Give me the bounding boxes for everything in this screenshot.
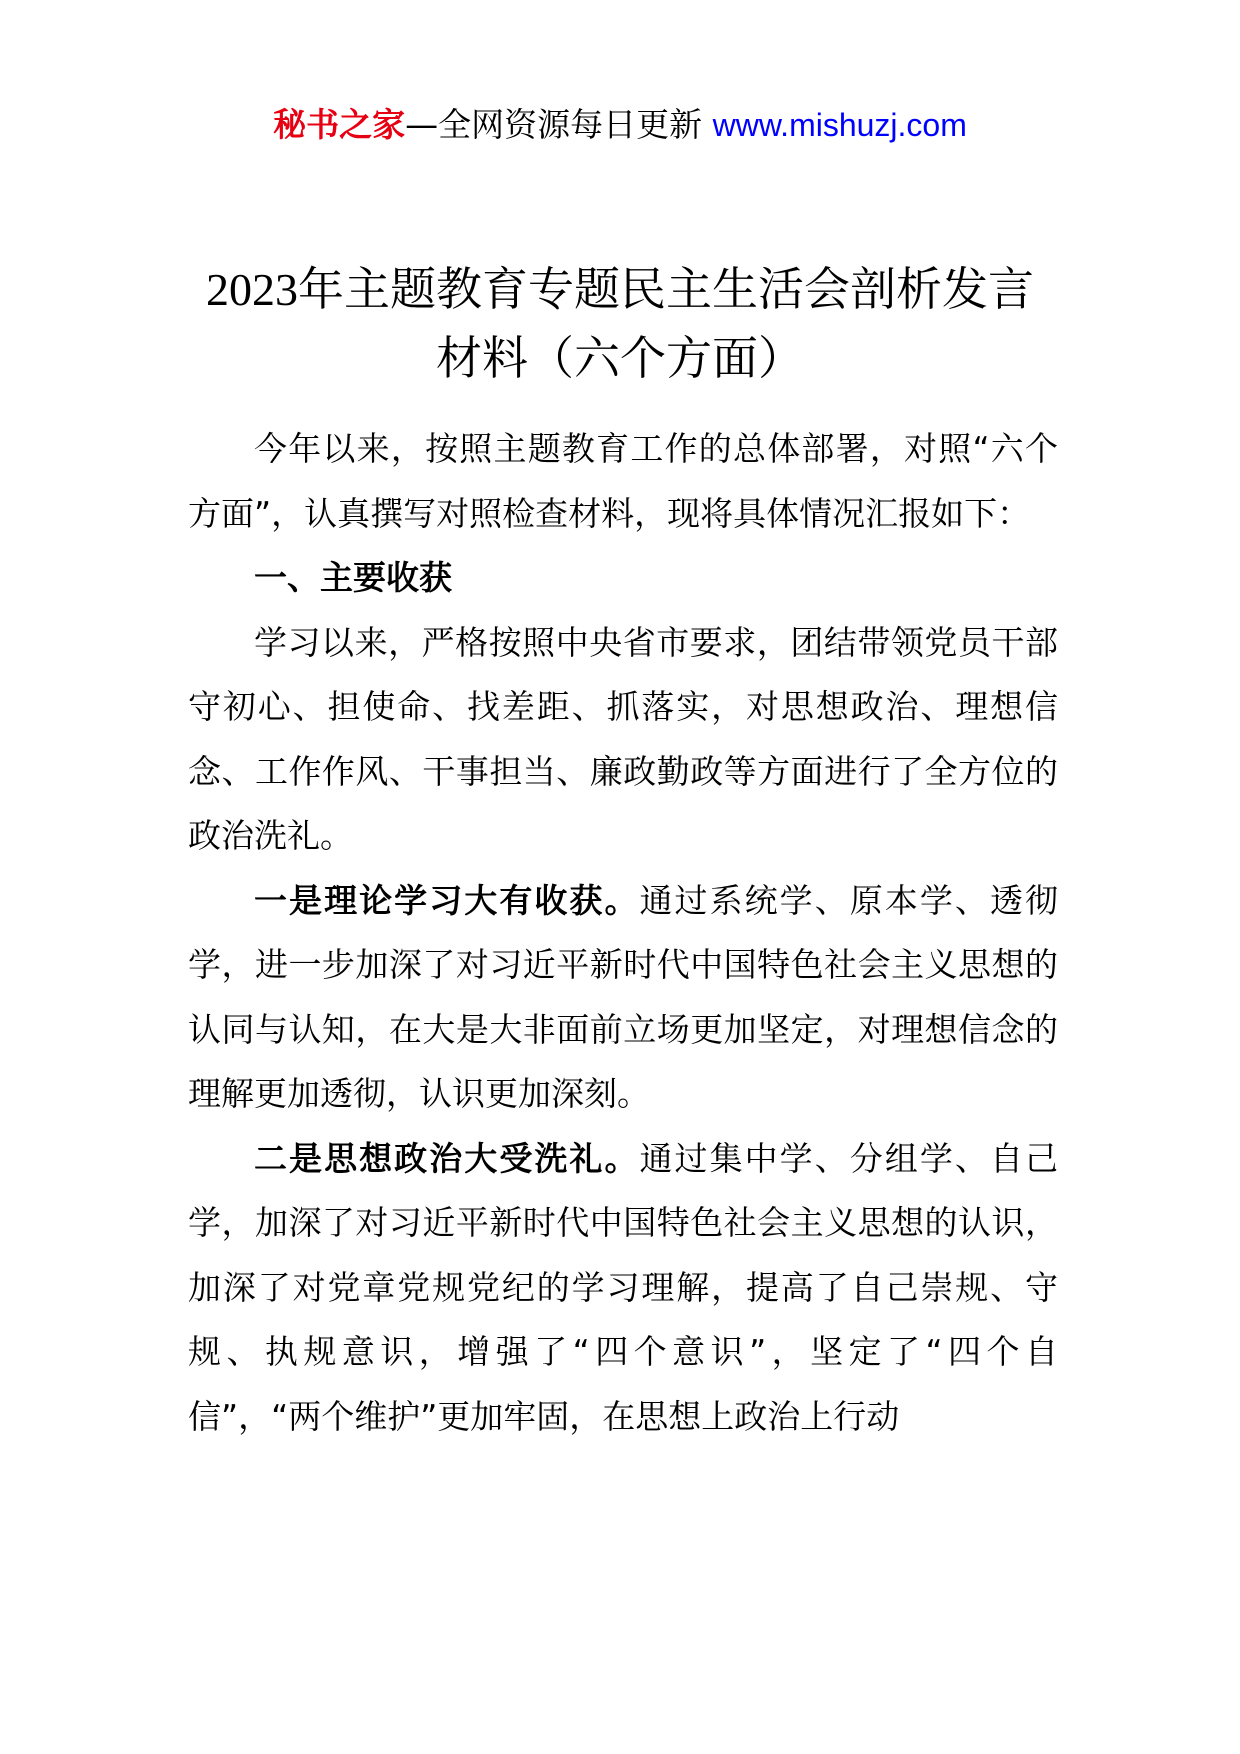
site-header: [0, 98, 1240, 152]
section-heading-main-gains: 一、主要收获: [254, 558, 452, 597]
title-line-1-text: 年主题教育专题民主生活会剖析发言: [298, 262, 1034, 316]
title-year: 2023: [206, 264, 298, 315]
item-text-theory-study: 通过系统学、原本学、透彻学，进一步加深了对习近平新时代中国特色社会主义思想的认同与认知，在大是大非面前立场更加坚定，对理想信念的理解更加透彻，认识更加深刻。: [188, 880, 1059, 1113]
document-body: [188, 417, 1058, 1449]
header-slogan: —全网资源每日更新: [405, 105, 703, 144]
intro-paragraph: 今年以来，按照主题教育工作的总体部署，对照“六个方面”，认真撰写对照检查材料，现将具体情况汇报如下：: [188, 429, 1058, 533]
title-line-2: 材料（六个方面）: [436, 331, 804, 385]
item-lead-political-thought: 二是思想政治大受洗礼。: [254, 1138, 640, 1178]
brand-name: 秘书之家: [273, 105, 406, 144]
item-paragraph-political-thought: [188, 1127, 1058, 1450]
item-text-political-thought: 通过集中学、分组学、自己学，加深了对习近平新时代中国特色社会主义思想的认识，加深了对党章党规党纪的学习理解，提高了自己崇规、守规、执规意识，增强了“四个意识”，坚定了“四个自信”，“两个维护”更加牢固，在思想上政治上行动: [188, 1138, 1059, 1436]
title-line-1: [160, 255, 1080, 324]
item-lead-theory-study: 一是理论学习大有收获。: [254, 880, 640, 920]
section-paragraph-main-gains: 学习以来，严格按照中央省市要求，团结带领党员干部守初心、担使命、找差距、抓落实，对思想政治、理想信念、工作作风、干事担当、廉政勤政等方面进行了全方位的政治洗礼。: [188, 622, 1058, 855]
item-paragraph-theory-study: [188, 869, 1058, 1127]
site-url-link[interactable]: www.mishuzj.com: [712, 107, 967, 143]
document-title: [160, 255, 1080, 392]
